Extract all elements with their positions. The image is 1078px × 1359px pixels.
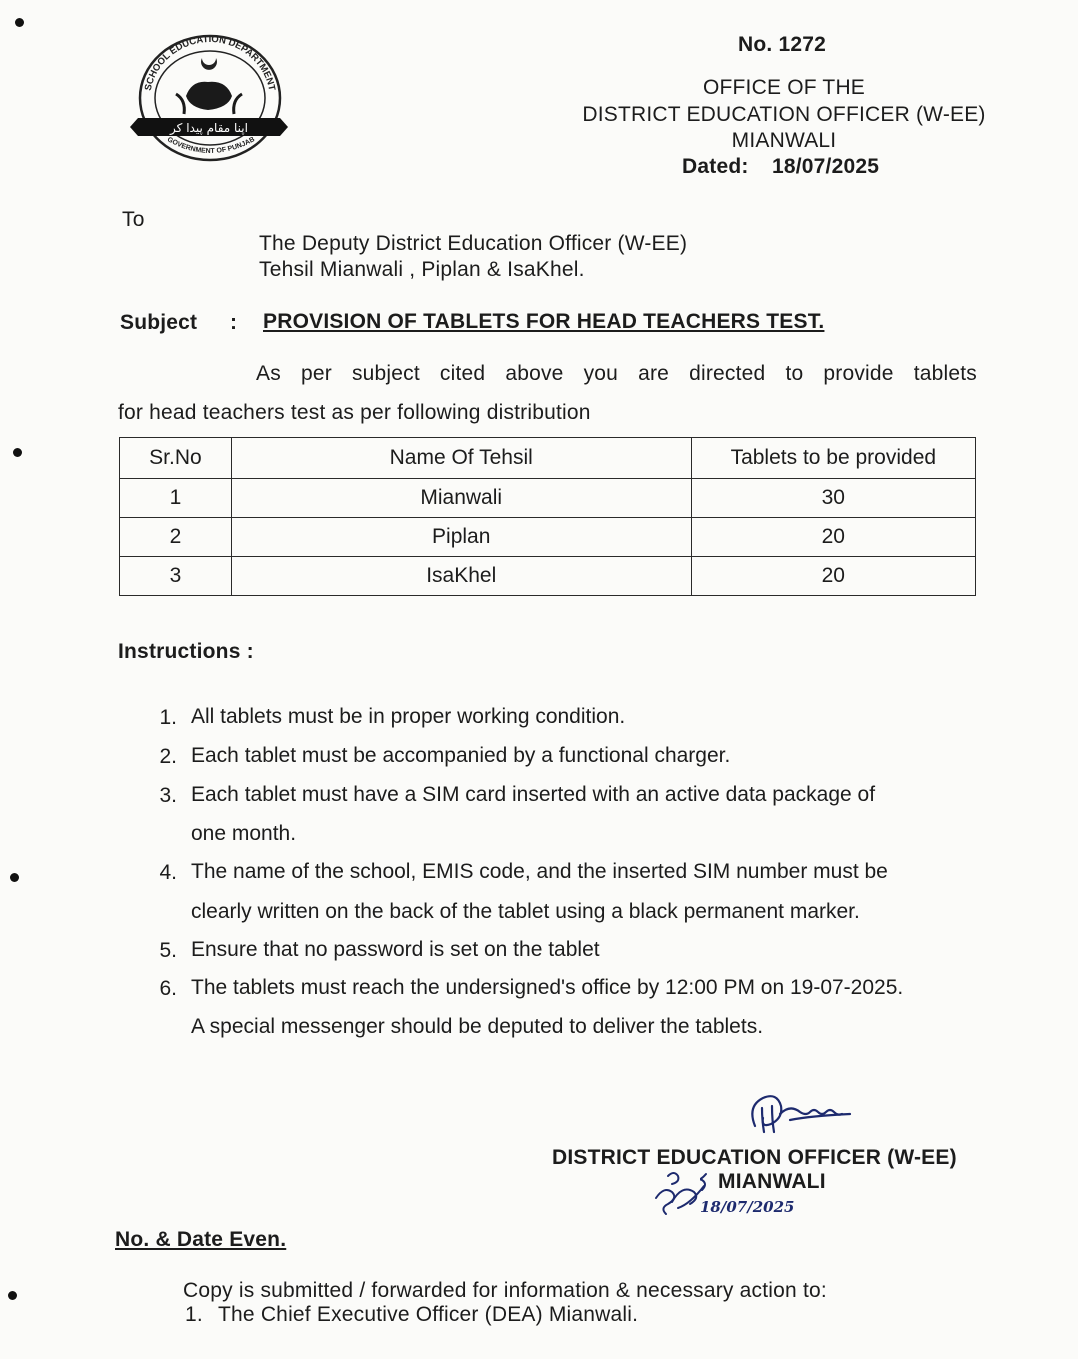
subject-text: PROVISION OF TABLETS FOR HEAD TEACHERS TEST.: [263, 310, 825, 333]
table-header-row: [120, 438, 976, 479]
item-number: 2.: [159, 745, 177, 768]
body-line-2: for head teachers test as per following distribution: [118, 401, 591, 424]
body-line-1: As per subject cited above you are directed to provide tablets: [256, 362, 977, 385]
item-text: The tablets must reach the undersigned's office by 12:00 PM on 19-07-2025.: [191, 976, 904, 999]
item-text: Ensure that no password is set on the tablet: [191, 938, 600, 961]
table-row: [120, 518, 976, 557]
item-number: 3.: [159, 784, 177, 807]
svg-text:SCHOOL EDUCATION DEPARTMENT: SCHOOL EDUCATION DEPARTMENT: [142, 33, 278, 92]
cell-sr-no: 3: [120, 557, 232, 596]
column-header-tehsil: Name Of Tehsil: [231, 438, 691, 479]
item-text-continued: A special messenger should be deputed to deliver the tablets.: [191, 1015, 764, 1038]
punch-hole: [10, 873, 19, 882]
to-label: To: [122, 208, 145, 231]
column-header-tablets: Tablets to be provided: [691, 438, 975, 479]
copy-forward-line: Copy is submitted / forwarded for information & necessary action to:: [183, 1279, 827, 1302]
subject-colon: :: [230, 311, 238, 334]
punch-hole: [15, 18, 24, 27]
handwritten-signature: [700, 1086, 880, 1226]
signature-title: DISTRICT EDUCATION OFFICER (W-EE): [552, 1146, 957, 1169]
item-text-continued: clearly written on the back of the tablet using a black permanent marker.: [191, 900, 860, 923]
cell-tablets: 20: [691, 557, 975, 596]
copy-item-text: The Chief Executive Officer (DEA) Mianwali.: [218, 1303, 639, 1326]
office-line-3: MIANWALI: [731, 129, 837, 152]
item-text: Each tablet must be accompanied by a functional charger.: [191, 744, 731, 767]
cell-tehsil: Mianwali: [231, 479, 691, 518]
cell-sr-no: 1: [120, 479, 232, 518]
dated-value: 18/07/2025: [772, 155, 880, 178]
initials-scribble: [648, 1168, 708, 1218]
item-number: 5.: [159, 939, 177, 962]
recipient-line-1: The Deputy District Education Officer (W-EE): [259, 232, 688, 255]
recipient-line-2: Tehsil Mianwali , Piplan & IsaKhel.: [259, 258, 585, 281]
item-number: 6.: [159, 977, 177, 1000]
letter-number: No. 1272: [738, 33, 826, 56]
svg-text:18/07/2025: 18/07/2025: [700, 1198, 795, 1216]
item-number: 4.: [159, 861, 177, 884]
cell-tehsil: Piplan: [231, 518, 691, 557]
item-number: 1.: [159, 706, 177, 729]
punch-hole: [13, 448, 22, 457]
svg-text:اپنا مقام پیدا کر: اپنا مقام پیدا کر: [170, 121, 248, 135]
copy-item-number: 1.: [185, 1303, 203, 1326]
distribution-table: [119, 437, 976, 596]
dated-label: Dated:: [682, 155, 749, 178]
table-row: [120, 479, 976, 518]
cell-tablets: 30: [691, 479, 975, 518]
signature-place: MIANWALI: [718, 1170, 826, 1193]
item-text: Each tablet must have a SIM card inserted with an active data package of: [191, 783, 876, 806]
item-text: The name of the school, EMIS code, and the inserted SIM number must be: [191, 860, 888, 883]
office-line-1: OFFICE OF THE: [702, 76, 866, 99]
instructions-title: Instructions :: [118, 640, 254, 663]
cell-sr-no: 2: [120, 518, 232, 557]
svg-text:GOVERNMENT OF PUNJAB: GOVERNMENT OF PUNJAB: [165, 136, 256, 156]
school-education-department-logo: [128, 28, 290, 168]
item-text-continued: one month.: [191, 822, 297, 845]
cell-tehsil: IsaKhel: [231, 557, 691, 596]
item-text: All tablets must be in proper working condition.: [191, 705, 626, 728]
number-and-date-even: No. & Date Even.: [115, 1228, 287, 1251]
table-row: [120, 557, 976, 596]
punch-hole: [8, 1291, 17, 1300]
column-header-sr-no: Sr.No: [120, 438, 232, 479]
office-line-2: DISTRICT EDUCATION OFFICER (W-EE): [582, 103, 986, 126]
subject-label: Subject: [120, 311, 198, 334]
cell-tablets: 20: [691, 518, 975, 557]
